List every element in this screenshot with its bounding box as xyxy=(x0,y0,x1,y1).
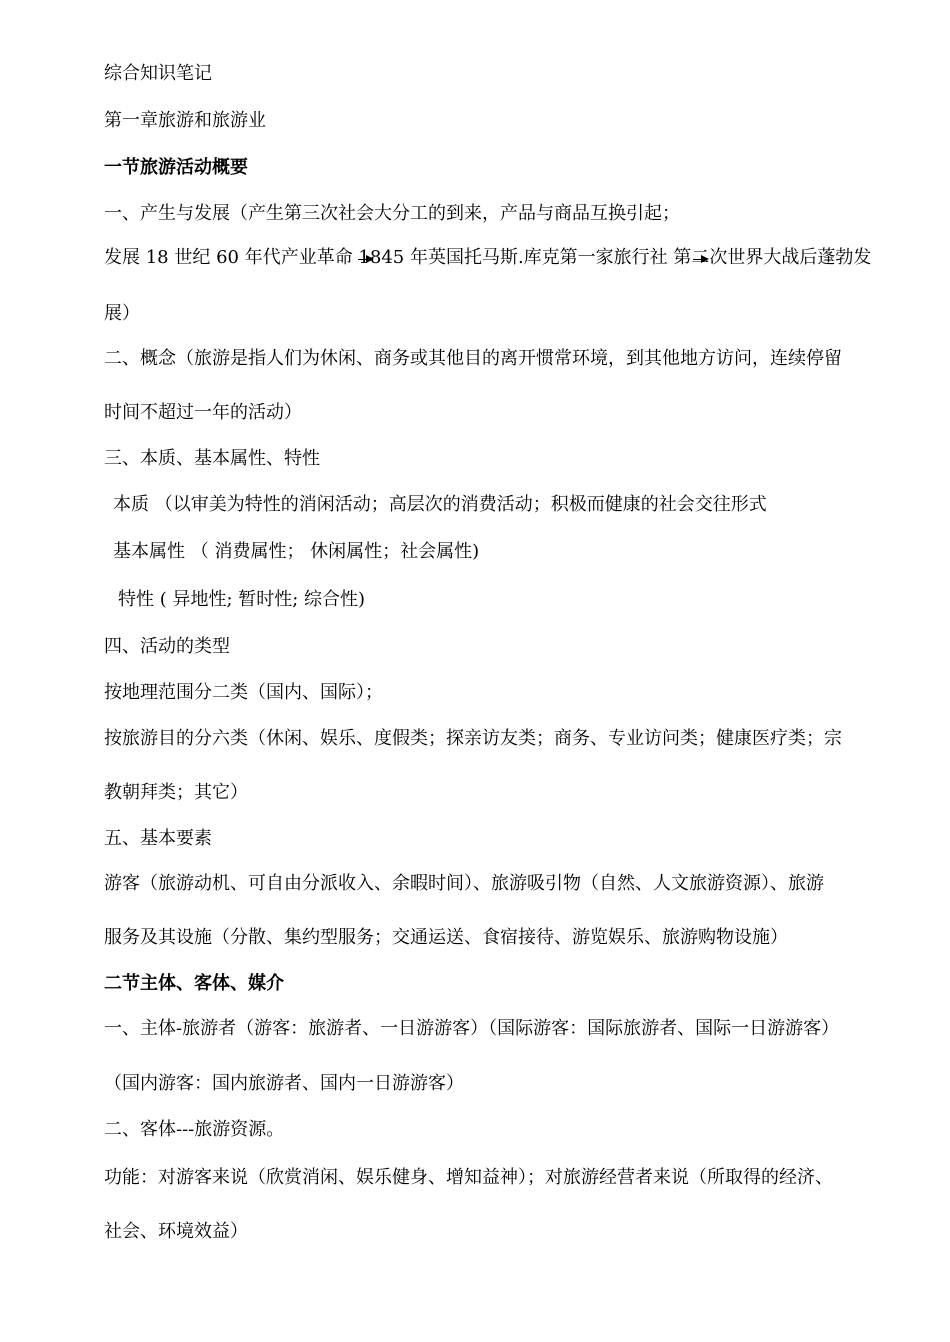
arrow-icon xyxy=(693,259,707,260)
paragraph-characteristics: 特性 ( 异地性; 暂时性; 综合性) xyxy=(118,589,366,610)
paragraph-concept-end: 时间不超过一年的活动） xyxy=(104,402,302,423)
chapter-heading: 第一章旅游和旅游业 xyxy=(104,110,266,131)
paragraph-function-end: 社会、环境效益） xyxy=(104,1221,248,1242)
paragraph-attributes: 基本属性 （ 消费属性； 休闲属性；社会属性) xyxy=(113,541,480,562)
heading-essence: 三、本质、基本属性、特性 xyxy=(104,448,320,469)
arrow-icon xyxy=(358,259,372,260)
heading-basic-elements: 五、基本要素 xyxy=(104,828,212,849)
paragraph-subject: 一、主体-旅游者（游客：旅游者、一日游游客）（国际游客：国际旅游者、国际一日游游客） xyxy=(104,1018,840,1039)
paragraph-concept: 二、概念（旅游是指人们为休闲、商务或其他目的离开惯常环境，到其他地方访问，连续停留 xyxy=(104,348,842,369)
paragraph-object: 二、客体---旅游资源。 xyxy=(104,1119,285,1140)
paragraph-elements: 游客（旅游动机、可自由分派收入、余暇时间）、旅游吸引物（自然、人文旅游资源）、旅游 xyxy=(104,873,824,894)
paragraph-elements-end: 服务及其设施（分散、集约型服务；交通运送、食宿接待、游览娱乐、旅游购物设施） xyxy=(104,927,788,948)
paragraph-origin-development: 发展 18 世纪 60 年代产业革命 1845 年英国托马斯.库克第一家旅行社 第二次世界大战后蓬勃发 xyxy=(104,247,872,268)
paragraph-subject-end: （国内游客：国内旅游者、国内一日游游客） xyxy=(104,1073,464,1094)
paragraph-purpose-types-end: 教朝拜类；其它） xyxy=(104,782,248,803)
paragraph-purpose-types: 按旅游目的分六类（休闲、娱乐、度假类；探亲访友类；商务、专业访问类；健康医疗类；宗 xyxy=(104,728,842,749)
paragraph-function: 功能：对游客来说（欣赏消闲、娱乐健身、增知益神）；对旅游经营者来说（所取得的经济、 xyxy=(104,1167,833,1188)
doc-title: 综合知识笔记 xyxy=(104,63,212,84)
heading-activity-types: 四、活动的类型 xyxy=(104,636,230,657)
paragraph-origin-end: 展） xyxy=(104,303,140,324)
paragraph-geographic-types: 按地理范围分二类（国内、国际）； xyxy=(104,682,383,703)
section-heading-1: 一节旅游活动概要 xyxy=(104,157,248,178)
paragraph-origin: 一、产生与发展（产生第三次社会大分工的到来，产品与商品互换引起； xyxy=(104,203,680,224)
section-heading-2: 二节主体、客体、媒介 xyxy=(104,973,284,994)
paragraph-essence: 本质 （以审美为特性的消闲活动；高层次的消费活动；积极而健康的社会交往形式 xyxy=(113,494,767,515)
